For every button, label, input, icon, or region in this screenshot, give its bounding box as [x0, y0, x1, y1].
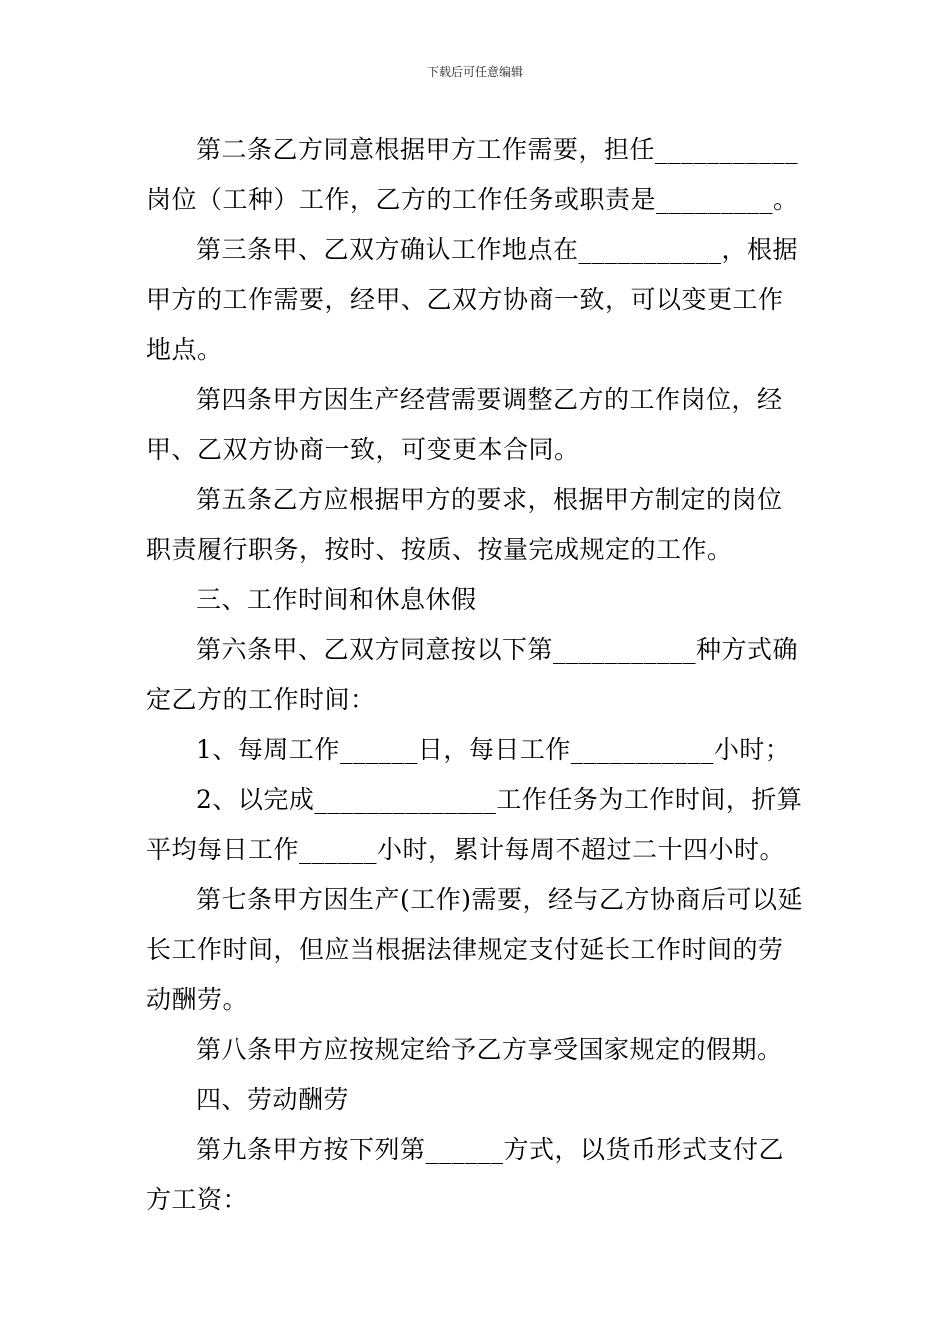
clause-7: 第七条甲方因生产(工作)需要，经与乙方协商后可以延长工作时间，但应当根据法律规定支付延长工作时间的劳动酬劳。	[146, 885, 804, 1014]
clause-5: 第五条乙方应根据甲方的要求，根据甲方制定的岗位职责履行职务，按时、按质、按量完成规定的工作。	[146, 485, 783, 564]
clause-6-option-1: 1、每周工作______日，每日工作___________小时；	[196, 735, 791, 764]
clause-4: 第四条甲方因生产经营需要调整乙方的工作岗位，经甲、乙双方协商一致，可变更本合同。	[146, 385, 783, 464]
clause-2: 第二条乙方同意根据甲方工作需要，担任___________岗位（工种）工作，乙方的工作任务或职责是_________。	[146, 135, 799, 214]
clause-9: 第九条甲方按下列第______方式，以货币形式支付乙方工资：	[146, 1135, 785, 1214]
section-heading-remuneration: 四、劳动酬劳	[196, 1085, 350, 1114]
clause-6: 第六条甲、乙双方同意按以下第___________种方式确定乙方的工作时间：	[146, 635, 799, 714]
clause-3: 第三条甲、乙双方确认工作地点在___________，根据甲方的工作需要，经甲、乙双方协商一致，可以变更工作地点。	[146, 235, 799, 364]
clause-6-option-2: 2、以完成______________工作任务为工作时间，折算平均每日工作______小时，累计每周不超过二十四小时。	[146, 785, 803, 864]
clause-8: 第八条甲方应按规定给予乙方享受国家规定的假期。	[196, 1035, 783, 1064]
page-header: 下载后可任意编辑	[426, 65, 523, 79]
section-heading-work-time: 三、工作时间和休息休假	[196, 585, 477, 614]
document-body	[146, 125, 806, 1225]
